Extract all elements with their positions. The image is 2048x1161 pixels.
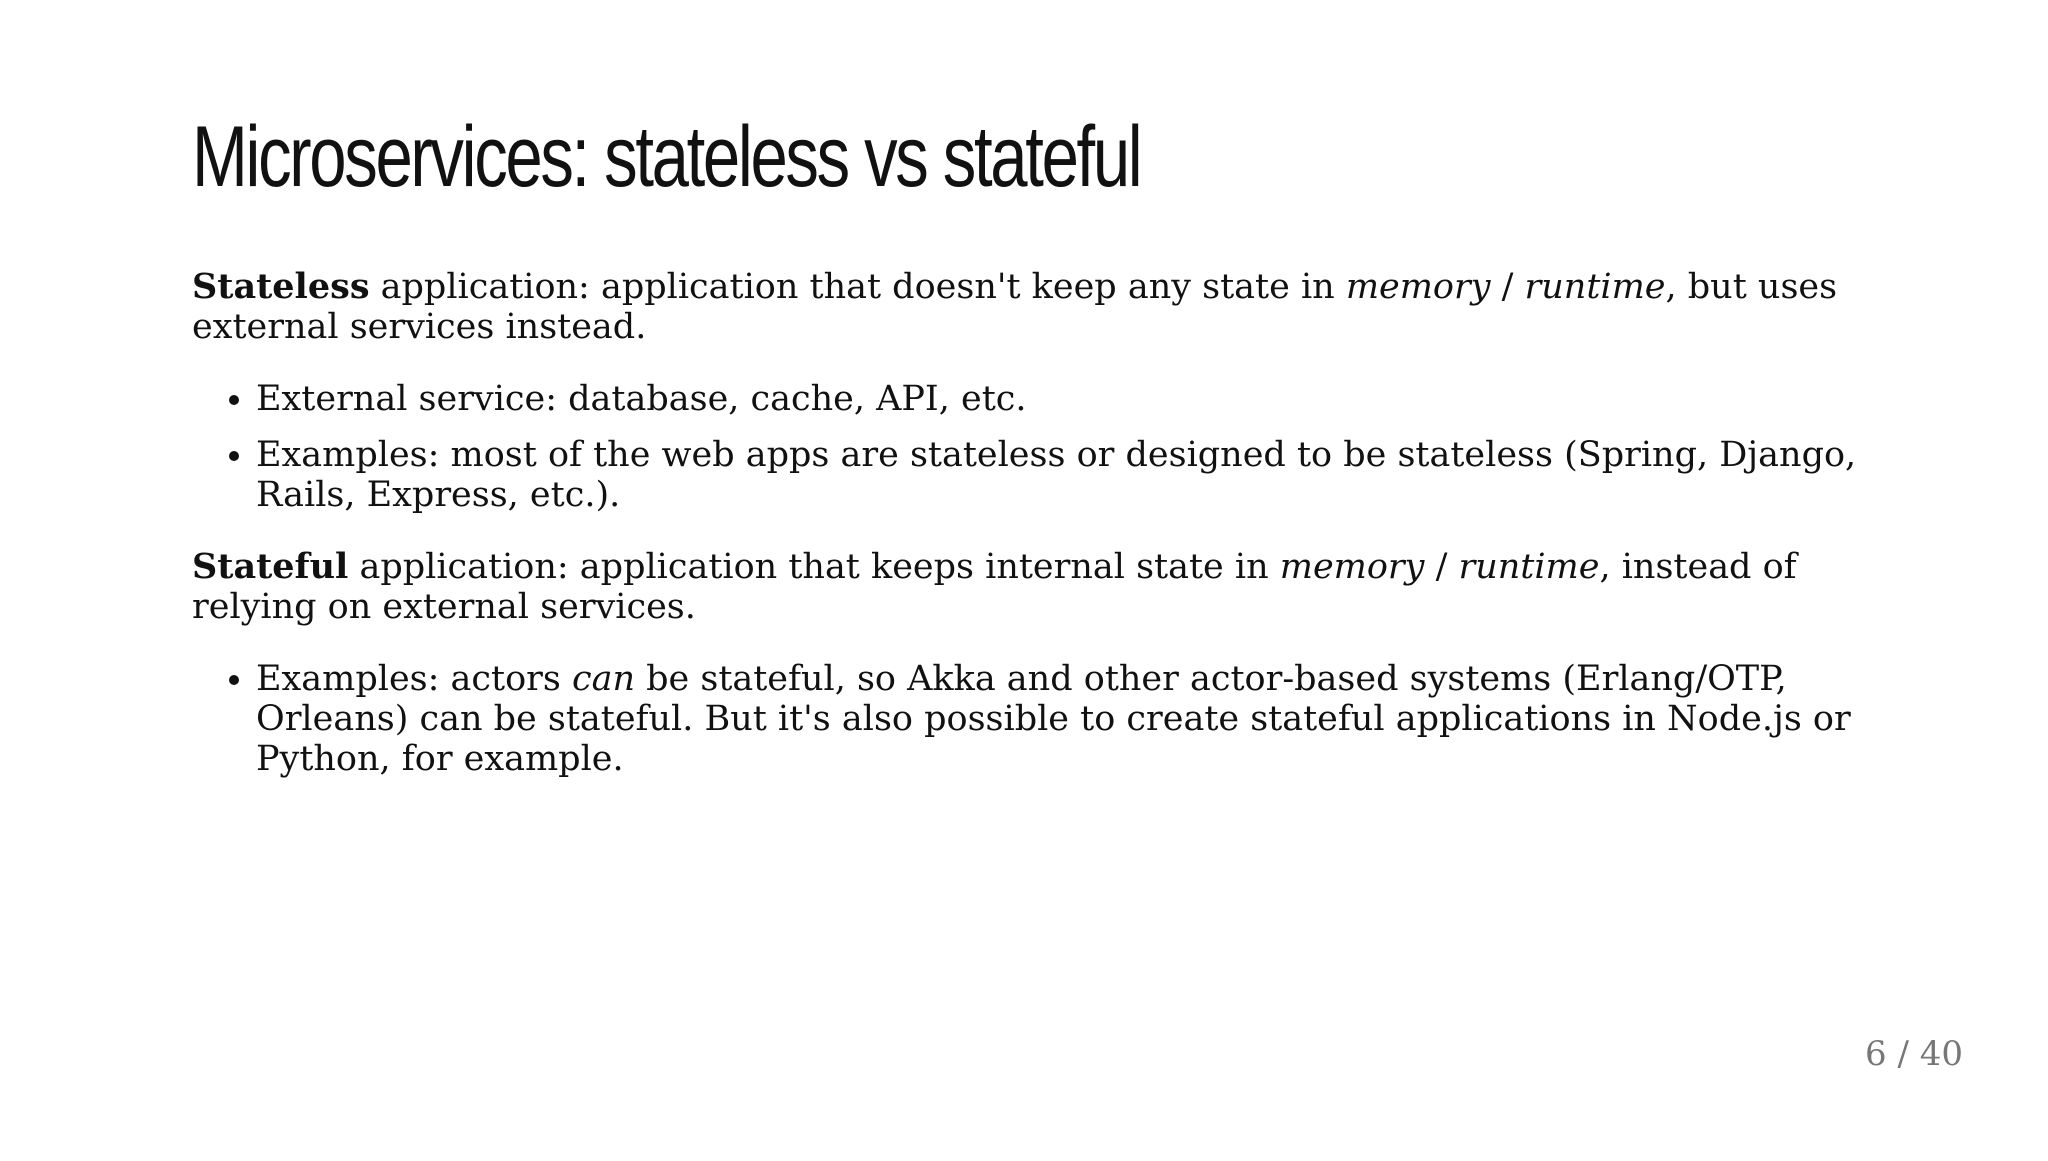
list-item bbox=[256, 659, 1858, 779]
stateful-bullet-em-can: can bbox=[571, 658, 635, 699]
stateful-text-1: application: application that keeps internal state in bbox=[348, 546, 1280, 587]
slide-title: Microservices: stateless vs stateful bbox=[192, 109, 1141, 205]
stateless-em-memory: memory bbox=[1345, 266, 1491, 307]
stateful-em-runtime: runtime bbox=[1458, 546, 1600, 587]
list-item: • External service: database, cache, API, etc. bbox=[256, 379, 1858, 419]
stateless-term: Stateless bbox=[192, 265, 370, 307]
stateful-text-2: , instead of relying on external services. bbox=[192, 546, 1797, 627]
stateless-text-1: application: application that doesn't keep any state in bbox=[369, 266, 1346, 307]
stateful-definition bbox=[192, 547, 1858, 627]
stateless-definition bbox=[192, 267, 1858, 347]
stateful-bullet-text-2: be stateful, so Akka and other actor-based systems (Erlang/OTP, Orleans) can be stateful. But it's also possible to create stateful applications in Node.js or Python, for example. bbox=[256, 658, 1851, 779]
stateful-bullet-text-1: Examples: actors bbox=[256, 658, 572, 699]
stateless-separator: / bbox=[1490, 266, 1525, 307]
stateful-term: Stateful bbox=[192, 545, 349, 587]
list-item: • Examples: most of the web apps are stateless or designed to be stateless (Spring, Django, Rails, Express, etc.). bbox=[256, 435, 1858, 515]
stateless-em-runtime: runtime bbox=[1524, 266, 1666, 307]
page-counter: 6 / 40 bbox=[1865, 1034, 1963, 1074]
slide-content bbox=[192, 267, 1858, 779]
stateless-text-2: , but uses external services instead. bbox=[192, 266, 1838, 347]
stateful-separator: / bbox=[1424, 546, 1459, 587]
stateful-em-memory: memory bbox=[1279, 546, 1425, 587]
stateless-bullet-list bbox=[192, 379, 1858, 515]
stateful-bullet-list bbox=[192, 659, 1858, 779]
